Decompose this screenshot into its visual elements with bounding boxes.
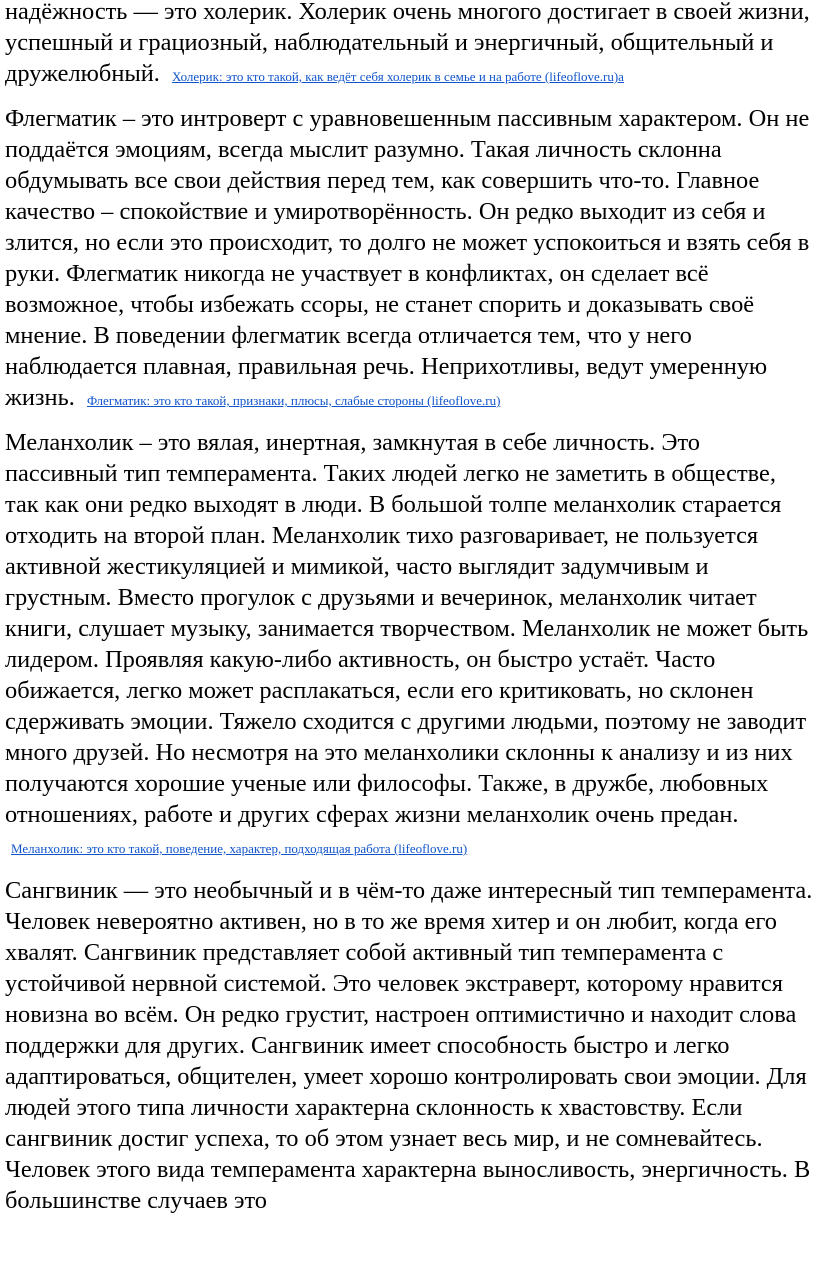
source-link-phlegmatic[interactable]: Флегматик: это кто такой, признаки, плюсы, слабые стороны (lifeoflove.ru) [86,393,501,408]
paragraph-melancholic [5,427,813,861]
paragraph-text: надёжность — это холерик. Холерик очень многого достигает в своей жизни, успешный и грациозный, наблюдательный и энергичный, общительный и дружелюбный. [5,0,810,87]
paragraph-text: Меланхолик – это вялая, инертная, замкнутая в себе личность. Это пассивный тип темперамента. Таких людей легко не заметить в обществе, так как они редко выходят в люди. В большой толпе меланхолик старается отходить на второй план. Меланхолик тихо разговаривает, не пользуется активной жестикуляцией и мимикой, часто выглядит задумчивым и грустным. Вместо прогулок с друзьями и вечеринок, меланхолик читает книги, слушает музыку, занимается творчеством. Меланхолик не может быть лидером. Проявляя какую-либо активность, он быстро устаёт. Часто обижается, легко может расплакаться, если его критиковать, но склонен сдерживать эмоции. Тяжело сходится с другими людьми, поэтому не заводит много друзей. Но несмотря на это меланхолики склонны к анализу и из них получаются хорошие ученые или философы. Также, в дружбе, любовных отношениях, работе и других сферах жизни меланхолик очень предан. [5,429,809,828]
paragraph-text: Флегматик – это интроверт с уравновешенным пассивным характером. Он не поддаётся эмоциям, всегда мыслит разумно. Такая личность склонна обдумывать все свои действия перед тем, как совершить что-то. Главное качество – спокойствие и умиротворённость. Он редко выходит из себя и злится, но если это происходит, то долго не может успокоиться и взять себя в руки. Флегматик никогда не участвует в конфликтах, он сделает всё возможное, чтобы избежать ссоры, не станет спорить и доказывать своё мнение. В поведении флегматик всегда отличается тем, что у него наблюдается плавная, правильная речь. Неприхотливы, ведут умеренную жизнь. [5,105,810,411]
paragraph-phlegmatic [5,103,813,413]
paragraph-text: Сангвиник — это необычный и в чём-то даже интересный тип темперамента. Человек невероятно активен, но в то же время хитер и он любит, когда его хвалят. Сангвиник представляет собой активный тип темперамента с устойчивой нервной системой. Это человек экстраверт, которому нравится новизна во всём. Он редко грустит, настроен оптимистично и находит слова поддержки для других. Сангвиник имеет способность быстро и легко адаптироваться, общителен, умеет хорошо контролировать свои эмоции. Для людей этого типа личности характерна склонность к хвастовству. Если сангвиник достиг успеха, то об этом узнает весь мир, и не сомневайтесь. Человек этого вида темперамента характерна выносливость, энергичность. В большинстве случаев это [5,877,813,1214]
paragraph-choleric [5,0,813,89]
paragraph-sanguine [5,875,813,1216]
source-link-choleric[interactable]: Холерик: это кто такой, как ведёт себя холерик в семье и на работе (lifeoflove.ru)а [172,69,624,84]
document-page [5,0,813,1230]
source-link-melancholic[interactable]: Меланхолик: это кто такой, поведение, характер, подходящая работа (lifeoflove.ru) [11,841,468,856]
